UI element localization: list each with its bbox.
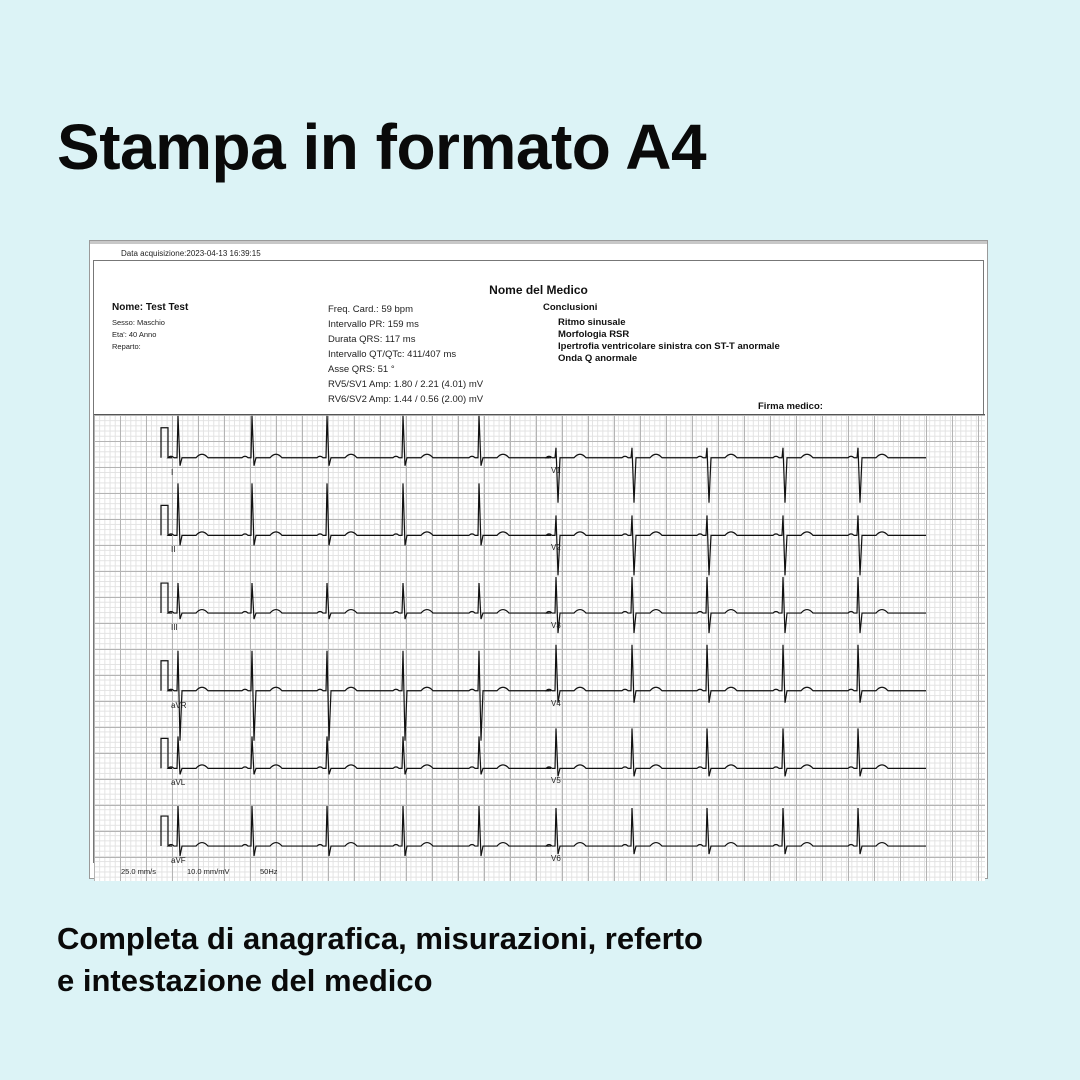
filter: 50Hz — [260, 867, 278, 876]
lead-label: aVR — [171, 700, 187, 710]
lead-label: V2 — [551, 543, 561, 553]
ecg-trace-right — [546, 577, 926, 633]
ecg-trace-left — [161, 806, 549, 856]
ecg-trace-left — [161, 483, 549, 545]
doctor-name: Nome del Medico — [489, 283, 588, 297]
qt-interval: Intervallo QT/QTc: 411/407 ms — [328, 349, 457, 360]
qrs-duration: Durata QRS: 117 ms — [328, 334, 416, 345]
qrs-axis: Asse QRS: 51 ° — [328, 364, 395, 375]
conclusion-item: Onda Q anormale — [558, 353, 638, 364]
page-subtitle — [57, 918, 957, 1002]
ecg-grid — [94, 414, 985, 881]
ecg-trace-right — [546, 728, 926, 776]
subtitle-line-1: Completa di anagrafica, misurazioni, referto — [57, 921, 703, 956]
lead-label: II — [171, 545, 176, 555]
ecg-trace-right — [546, 515, 926, 575]
acquisition-date: Data acquisizione:2023-04-13 16:39:15 — [121, 249, 261, 258]
patient-name: Nome: Test Test — [112, 302, 189, 313]
patient-ward: Reparto: — [112, 342, 141, 351]
ecg-trace-right — [546, 808, 926, 854]
conclusion-item: Morfologia RSR — [558, 329, 630, 340]
patient-age: Eta': 40 Anno — [112, 330, 157, 339]
rv6-sv2-amp: RV6/SV2 Amp: 1.44 / 0.56 (2.00) mV — [328, 394, 484, 405]
ecg-report-sheet — [89, 240, 988, 879]
ecg-trace-right — [546, 448, 926, 503]
lead-label: aVF — [171, 856, 186, 866]
ecg-trace-left — [161, 736, 549, 774]
lead-label: III — [171, 623, 178, 633]
conclusion-item: Ipertrofia ventricolare sinistra con ST-T anormale — [558, 341, 780, 352]
ecg-trace-right — [546, 645, 926, 703]
ecg-trace-left — [161, 583, 549, 619]
heart-rate: Freq. Card.: 59 bpm — [328, 304, 414, 315]
lead-label: V5 — [551, 776, 561, 786]
lead-label: aVL — [171, 778, 186, 788]
lead-label: I — [171, 467, 174, 477]
patient-sex: Sesso: Maschio — [112, 318, 165, 327]
paper-speed: 25.0 mm/s — [121, 867, 157, 876]
subtitle-line-2: e intestazione del medico — [57, 963, 433, 998]
ecg-traces — [94, 415, 985, 881]
ecg-trace-left — [161, 416, 549, 466]
gain: 10.0 mm/mV — [187, 867, 230, 876]
signature-label: Firma medico: — [758, 401, 823, 412]
report-frame — [93, 260, 984, 866]
lead-label: V1 — [551, 465, 561, 475]
conclusion-item: Ritmo sinusale — [558, 317, 626, 328]
lead-label: V4 — [551, 698, 561, 708]
ecg-trace-left — [161, 651, 549, 741]
page-title: Stampa in formato A4 — [57, 111, 707, 183]
measurements — [328, 302, 483, 407]
conclusions-header: Conclusioni — [543, 302, 598, 313]
conclusions-list — [558, 317, 780, 365]
lead-label: V3 — [551, 621, 561, 631]
patient-info — [112, 317, 165, 353]
lead-label: V6 — [551, 854, 561, 864]
pr-interval: Intervallo PR: 159 ms — [328, 319, 419, 330]
rv5-sv1-amp: RV5/SV1 Amp: 1.80 / 2.21 (4.01) mV — [328, 379, 484, 390]
